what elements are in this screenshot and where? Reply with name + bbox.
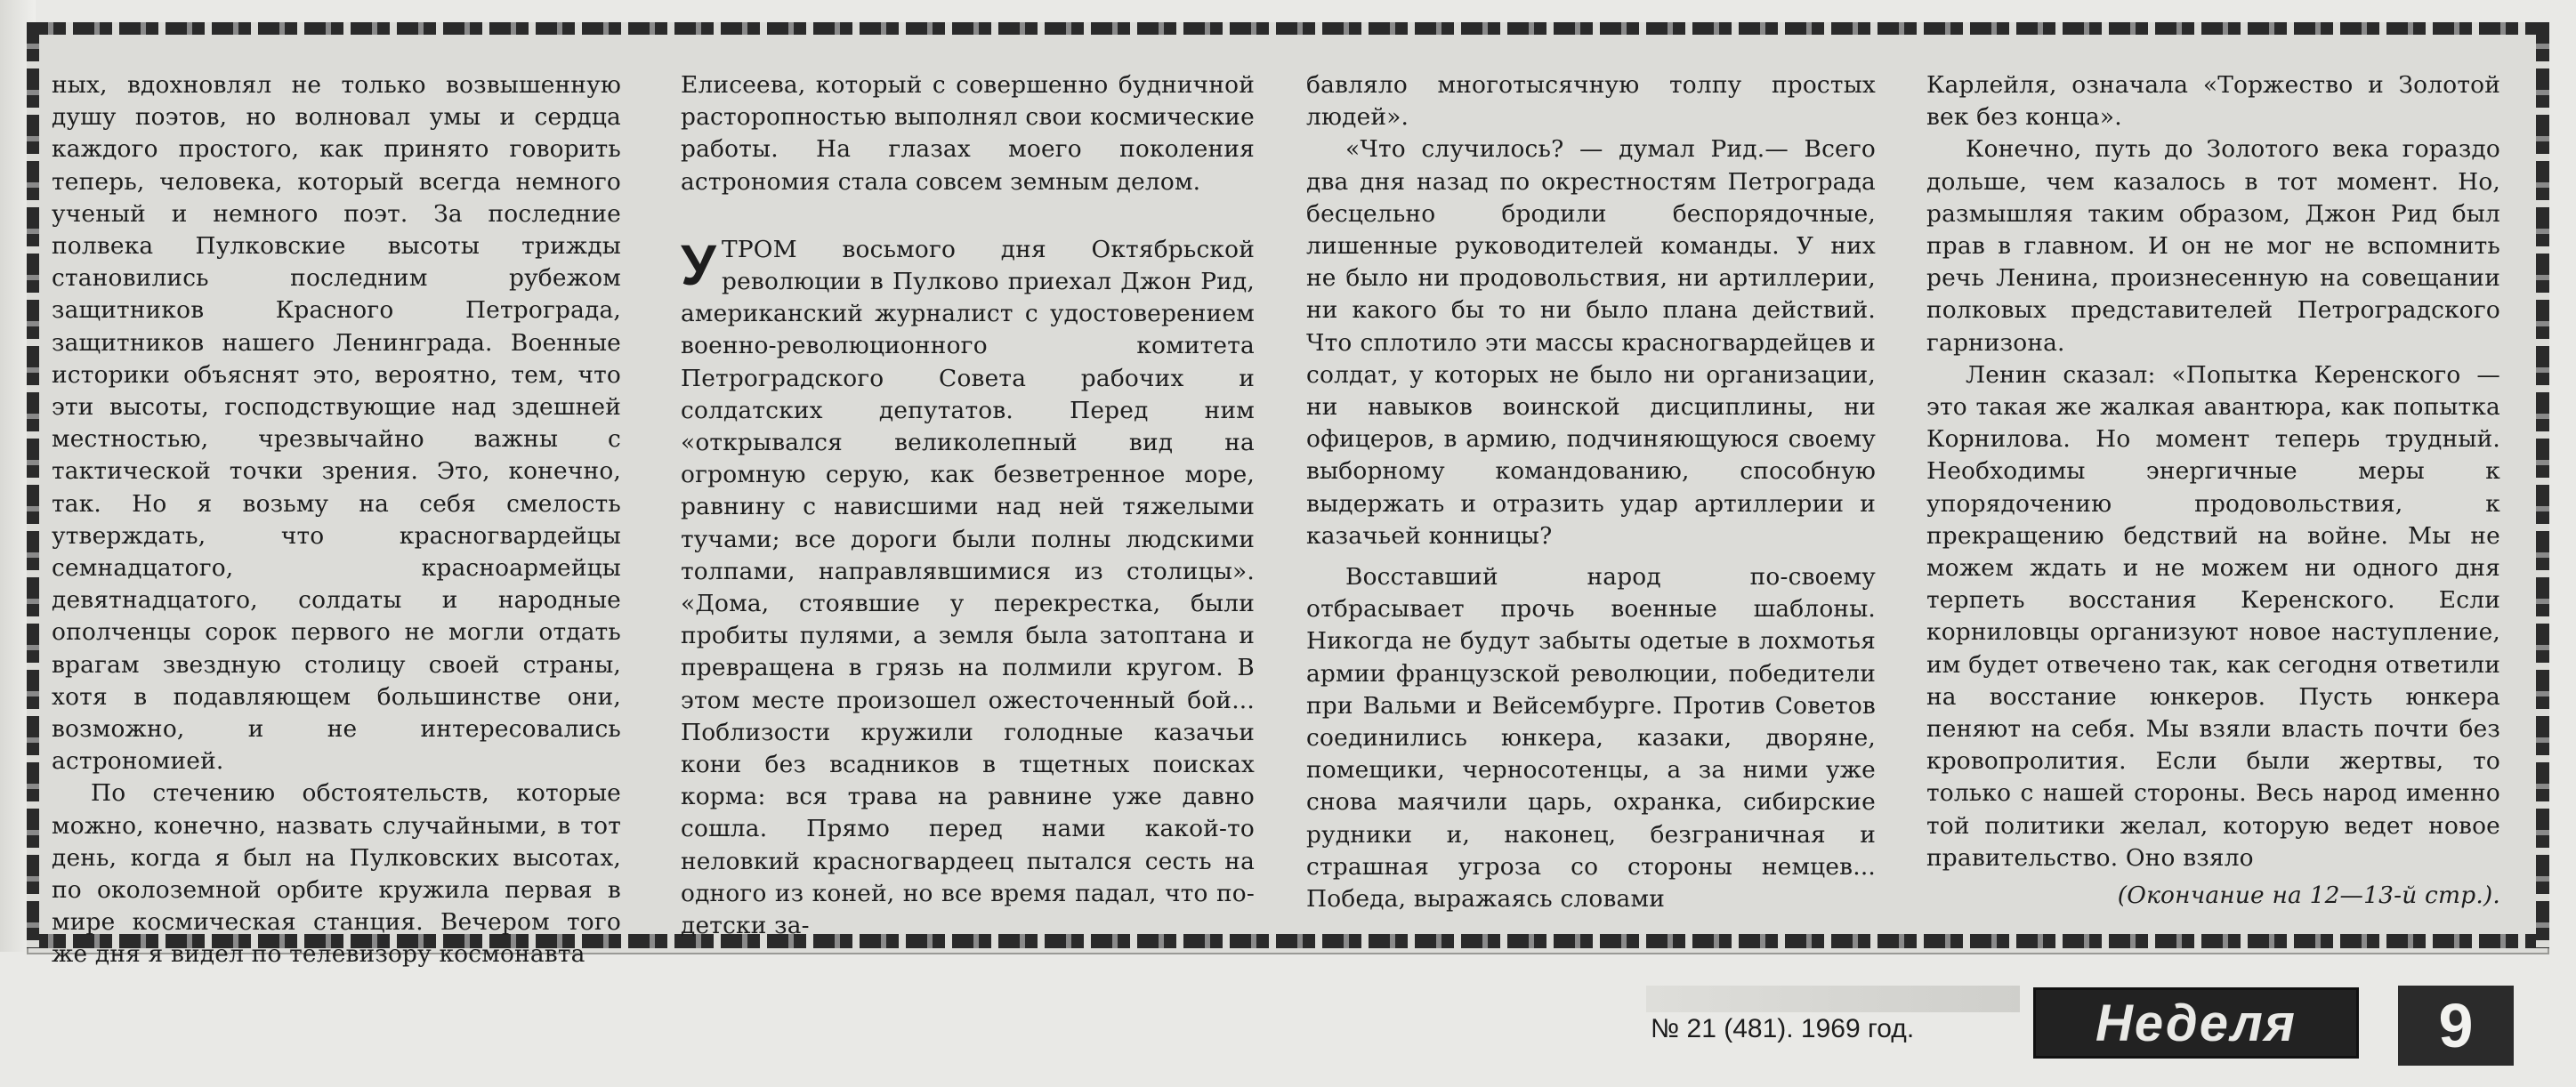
column-3-paragraph-1: бавляло многотысячную толпу простых людей». — [1306, 71, 1876, 132]
article-column-2 — [681, 69, 1255, 940]
page-number: 9 — [2398, 986, 2514, 1066]
article-column-1 — [52, 69, 621, 969]
column-2-paragraph-1: Елисеева, который с совершенно будничной расторопностью выполнял свои космические работы. На глазах моего поколения астрономия стала совсем земным делом. — [681, 71, 1255, 196]
drop-cap: У — [681, 232, 717, 297]
article-column-4 — [1926, 69, 2500, 923]
continuation-note: (Окончание на 12—13-й стр.). — [2117, 882, 2500, 910]
column-1-paragraph-2: По стечению обстоятельств, которые можно, конечно, назвать случайными, в тот день, когда я был на Пулковских высотах, по околоземной орбите кружила первая в мире космическая станция. Вечером того же дня я видел по телевизору космонавта — [52, 779, 621, 969]
right-border-rule — [2536, 22, 2549, 948]
column-4-paragraph-2: Конечно, путь до Золотого века гораздо дольше, чем казалось в тот момент. Но, размышляя таким образом, Джон Рид был прав в главном. И он не мог не вспомнить речь Ленина, произнесенную на совещании полковых представителей Петроградского гарнизона. — [1926, 135, 2500, 357]
column-3-paragraph-2: «Что случилось? — думал Рид.— Всего два дня назад по окрестностям Петрограда бесцельно бродили беспорядочные, лишенные руководителей команды. У них не было ни продовольствия, ни артиллерии, ни какого бы то ни было плана действий. Что сплотило эти массы красногвардейцев и солдат, у которых не было ни организации, ни навыков воинской дисциплины, ни офицеров, в армию, подчиняющуюся своему выборному командованию, способную выдержать и отразить удар артиллерии и казачьей конницы? — [1306, 135, 1876, 550]
issue-number: № 21 (481). 1969 год. — [1651, 1014, 1915, 1043]
article-column-3 — [1306, 69, 1876, 923]
top-border-rule — [27, 22, 2549, 35]
left-border-rule — [27, 22, 39, 948]
column-2-paragraph-2 — [681, 234, 1255, 942]
column-4-paragraph-3: Ленин сказал: «Попытка Керенского — это такая же жалкая авантюра, как попытка Корнилова. Но момент теперь трудный. Необходимы энергичные меры к упорядочению продовольствия, к прекращению бедствий на войне. Мы не можем ждать и не можем ни одного дня терпеть восстания Керенского. Если корниловцы организуют новое наступление, им будет отвечено так, как сегодня ответили на восстание юнкеров. Пусть юнкера пеняют на себя. Мы взяли власть почти без кровопролития. Если были жертвы, то только с нашей стороны. Весь народ именно той политики желал, которую ведет новое правительство. Оно взяло — [1926, 360, 2500, 872]
column-2-paragraph-2-text: ТРОМ восьмого дня Октябрьской революции в Пулково приехал Джон Рид, американский журналист с удостоверением военно-революционного комитета Петроградского Совета рабочих и солдатских депутатов. Перед ним «открывался великолепный вид на огромную серую, как безветренное море, равнину с нависшими над ней тяжелыми тучами; все дороги были полны людскими толпами, направлявшимися из столицы». «Дома, стоявшие у перекрестка, были пробиты пулями, а земля была затоптана и превращена в грязь на полмили кругом. В этом месте произошел ожесточенный бой... Поблизости кружили голодные казачьи кони без всадников в тщетных поисках корма: вся трава на равнине уже давно сошла. Прямо перед нами какой-то неловкий красногвардеец пытался сесть на одного из коней, но все время падал, что по-детски за- — [681, 235, 1255, 940]
column-3-paragraph-3: Восставший народ по-своему отбрасывает прочь военные шаблоны. Никогда не будут забыты одетые в лохмотья армии французской революции, победители при Вальми и Вейсембурге. Против Советов соединились юнкера, казаки, дворяне, помещики, черносотенцы, а за ними уже снова маячили царь, охранка, сибирские рудники и, наконец, безграничная и страшная угроза со стороны немцев... Победа, выражаясь словами — [1306, 563, 1876, 914]
column-1-paragraph-1: ных, вдохновлял не только возвышенную душу поэтов, но волновал умы и сердца каждого простого, как принято говорить теперь, человека, который всегда немного ученый и немного поэт. За последние полвека Пулковские высоты трижды становились последним рубежом защитников Красного Петрограда, защитников нашего Ленинграда. Военные историки объяснят это, вероятно, тем, что эти высоты, господствующие над здешней местностью, чрезвычайно важны с тактической точки зрения. Это, конечно, так. Но я возьму на себя смелость утверждать, что красногвардейцы семнадцатого, красноармейцы девятнадцатого, солдаты и народные ополченцы сорок первого не могли отдать врагам звездную столицу своей страны, хотя в подавляющем большинстве они, возможно, и не интересовались астрономией. — [52, 71, 621, 776]
bleed-through-area — [1646, 986, 2020, 1012]
column-4-paragraph-1: Карлейля, означала «Торжество и Золотой век без конца». — [1926, 71, 2500, 132]
nedelya-logo: Неделя — [2033, 987, 2359, 1059]
